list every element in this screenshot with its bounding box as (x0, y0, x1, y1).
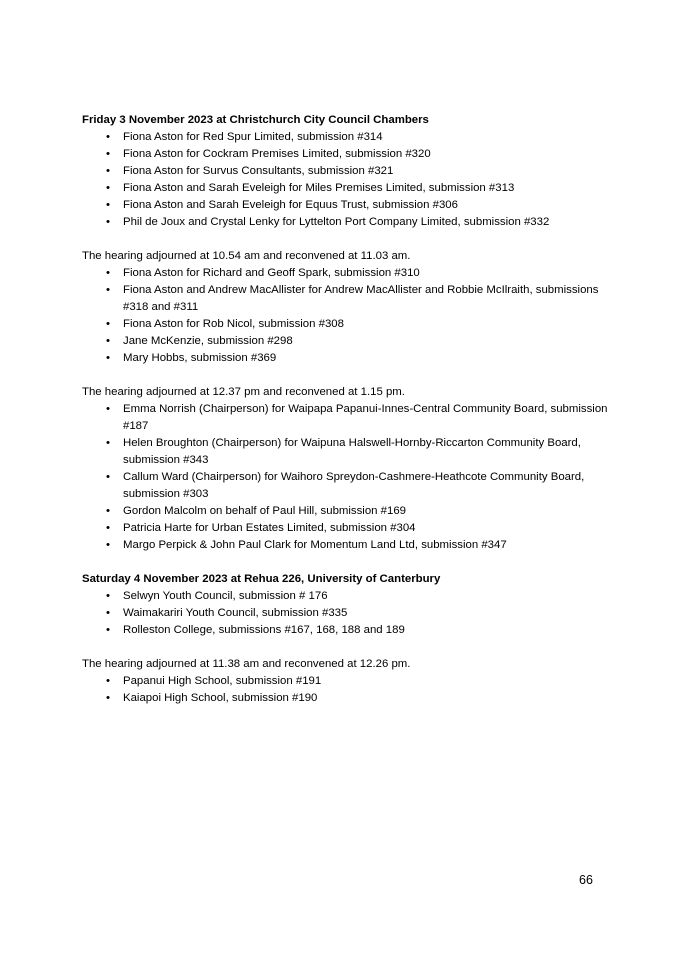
bullet-icon: • (106, 352, 110, 364)
list-item (82, 622, 622, 639)
list-item-text: Fiona Aston for Survus Consultants, submission #321 (123, 165, 394, 177)
bullet-icon: • (106, 692, 110, 704)
list-item-text: Waimakariri Youth Council, submission #335 (123, 607, 348, 619)
list-item-text: Jane McKenzie, submission #298 (123, 335, 293, 347)
list-item (82, 214, 622, 231)
list-item (82, 401, 622, 435)
list-item (82, 197, 622, 214)
list-item-text: Fiona Aston for Red Spur Limited, submission #314 (123, 131, 383, 143)
list-item (82, 265, 622, 282)
page-number: 66 (579, 873, 593, 887)
list-item (82, 503, 622, 520)
bullet-icon: • (106, 675, 110, 687)
bullet-icon: • (106, 607, 110, 619)
bullet-icon: • (106, 216, 110, 228)
list-item (82, 350, 622, 367)
bullet-icon: • (106, 318, 110, 330)
list-item (82, 690, 622, 707)
bullet-icon: • (106, 522, 110, 534)
list-item (82, 673, 622, 690)
list-item (82, 520, 622, 537)
list-item (82, 537, 622, 554)
list-item (82, 129, 622, 146)
bullet-icon: • (106, 148, 110, 160)
adjournment-note: The hearing adjourned at 12.37 pm and reconvened at 1.15 pm. (82, 386, 405, 398)
list-item (82, 180, 622, 197)
list-item-text: Mary Hobbs, submission #369 (123, 352, 277, 364)
list-item-text: Fiona Aston and Sarah Eveleigh for Miles Premises Limited, submission #313 (123, 182, 515, 194)
list-item-text: Margo Perpick & John Paul Clark for Momentum Land Ltd, submission #347 (123, 539, 507, 551)
list-item-text: Emma Norrish (Chairperson) for Waipapa Papanui-Innes-Central Community Board, submission #187 (123, 403, 608, 432)
list-item (82, 605, 622, 622)
list-item-text: Helen Broughton (Chairperson) for Waipuna Halswell-Hornby-Riccarton Community Board, submission #343 (123, 437, 581, 466)
list-item-text: Selwyn Youth Council, submission # 176 (123, 590, 328, 602)
bullet-icon: • (106, 403, 110, 415)
section-heading: Saturday 4 November 2023 at Rehua 226, University of Canterbury (82, 573, 441, 585)
list-item (82, 282, 622, 316)
bullet-icon: • (106, 199, 110, 211)
list-item-text: Fiona Aston and Sarah Eveleigh for Equus Trust, submission #306 (123, 199, 458, 211)
bullet-icon: • (106, 590, 110, 602)
list-item (82, 316, 622, 333)
list-item (82, 163, 622, 180)
bullet-icon: • (106, 624, 110, 636)
bullet-icon: • (106, 131, 110, 143)
bullet-icon: • (106, 335, 110, 347)
bullet-icon: • (106, 267, 110, 279)
list-item-text: Fiona Aston for Rob Nicol, submission #308 (123, 318, 344, 330)
list-item (82, 333, 622, 350)
list-item-text: Kaiapoi High School, submission #190 (123, 692, 318, 704)
list-item-text: Gordon Malcolm on behalf of Paul Hill, submission #169 (123, 505, 407, 517)
list-item (82, 146, 622, 163)
document-body (82, 112, 622, 724)
submitter-list (82, 673, 622, 707)
list-item-text: Callum Ward (Chairperson) for Waihoro Spreydon-Cashmere-Heathcote Community Board, submission #303 (123, 471, 585, 500)
section-heading: Friday 3 November 2023 at Christchurch City Council Chambers (82, 114, 429, 126)
list-item-text: Phil de Joux and Crystal Lenky for Lyttelton Port Company Limited, submission #332 (123, 216, 550, 228)
list-item-text: Papanui High School, submission #191 (123, 675, 322, 687)
bullet-icon: • (106, 437, 110, 449)
bullet-icon: • (106, 505, 110, 517)
submitter-list (82, 588, 622, 639)
list-item (82, 469, 622, 503)
bullet-icon: • (106, 182, 110, 194)
list-item-text: Rolleston College, submissions #167, 168, 188 and 189 (123, 624, 405, 636)
adjournment-note: The hearing adjourned at 10.54 am and reconvened at 11.03 am. (82, 250, 411, 262)
bullet-icon: • (106, 165, 110, 177)
list-item-text: Fiona Aston for Cockram Premises Limited, submission #320 (123, 148, 431, 160)
list-item-text: Fiona Aston for Richard and Geoff Spark, submission #310 (123, 267, 420, 279)
list-item-text: Patricia Harte for Urban Estates Limited, submission #304 (123, 522, 416, 534)
list-item (82, 435, 622, 469)
list-item-text: Fiona Aston and Andrew MacAllister for Andrew MacAllister and Robbie McIlraith, submissions #318 and #311 (123, 284, 599, 313)
bullet-icon: • (106, 284, 110, 296)
list-item (82, 588, 622, 605)
submitter-list (82, 129, 622, 231)
bullet-icon: • (106, 539, 110, 551)
adjournment-note: The hearing adjourned at 11.38 am and reconvened at 12.26 pm. (82, 658, 411, 670)
bullet-icon: • (106, 471, 110, 483)
submitter-list (82, 401, 622, 554)
submitter-list (82, 265, 622, 367)
